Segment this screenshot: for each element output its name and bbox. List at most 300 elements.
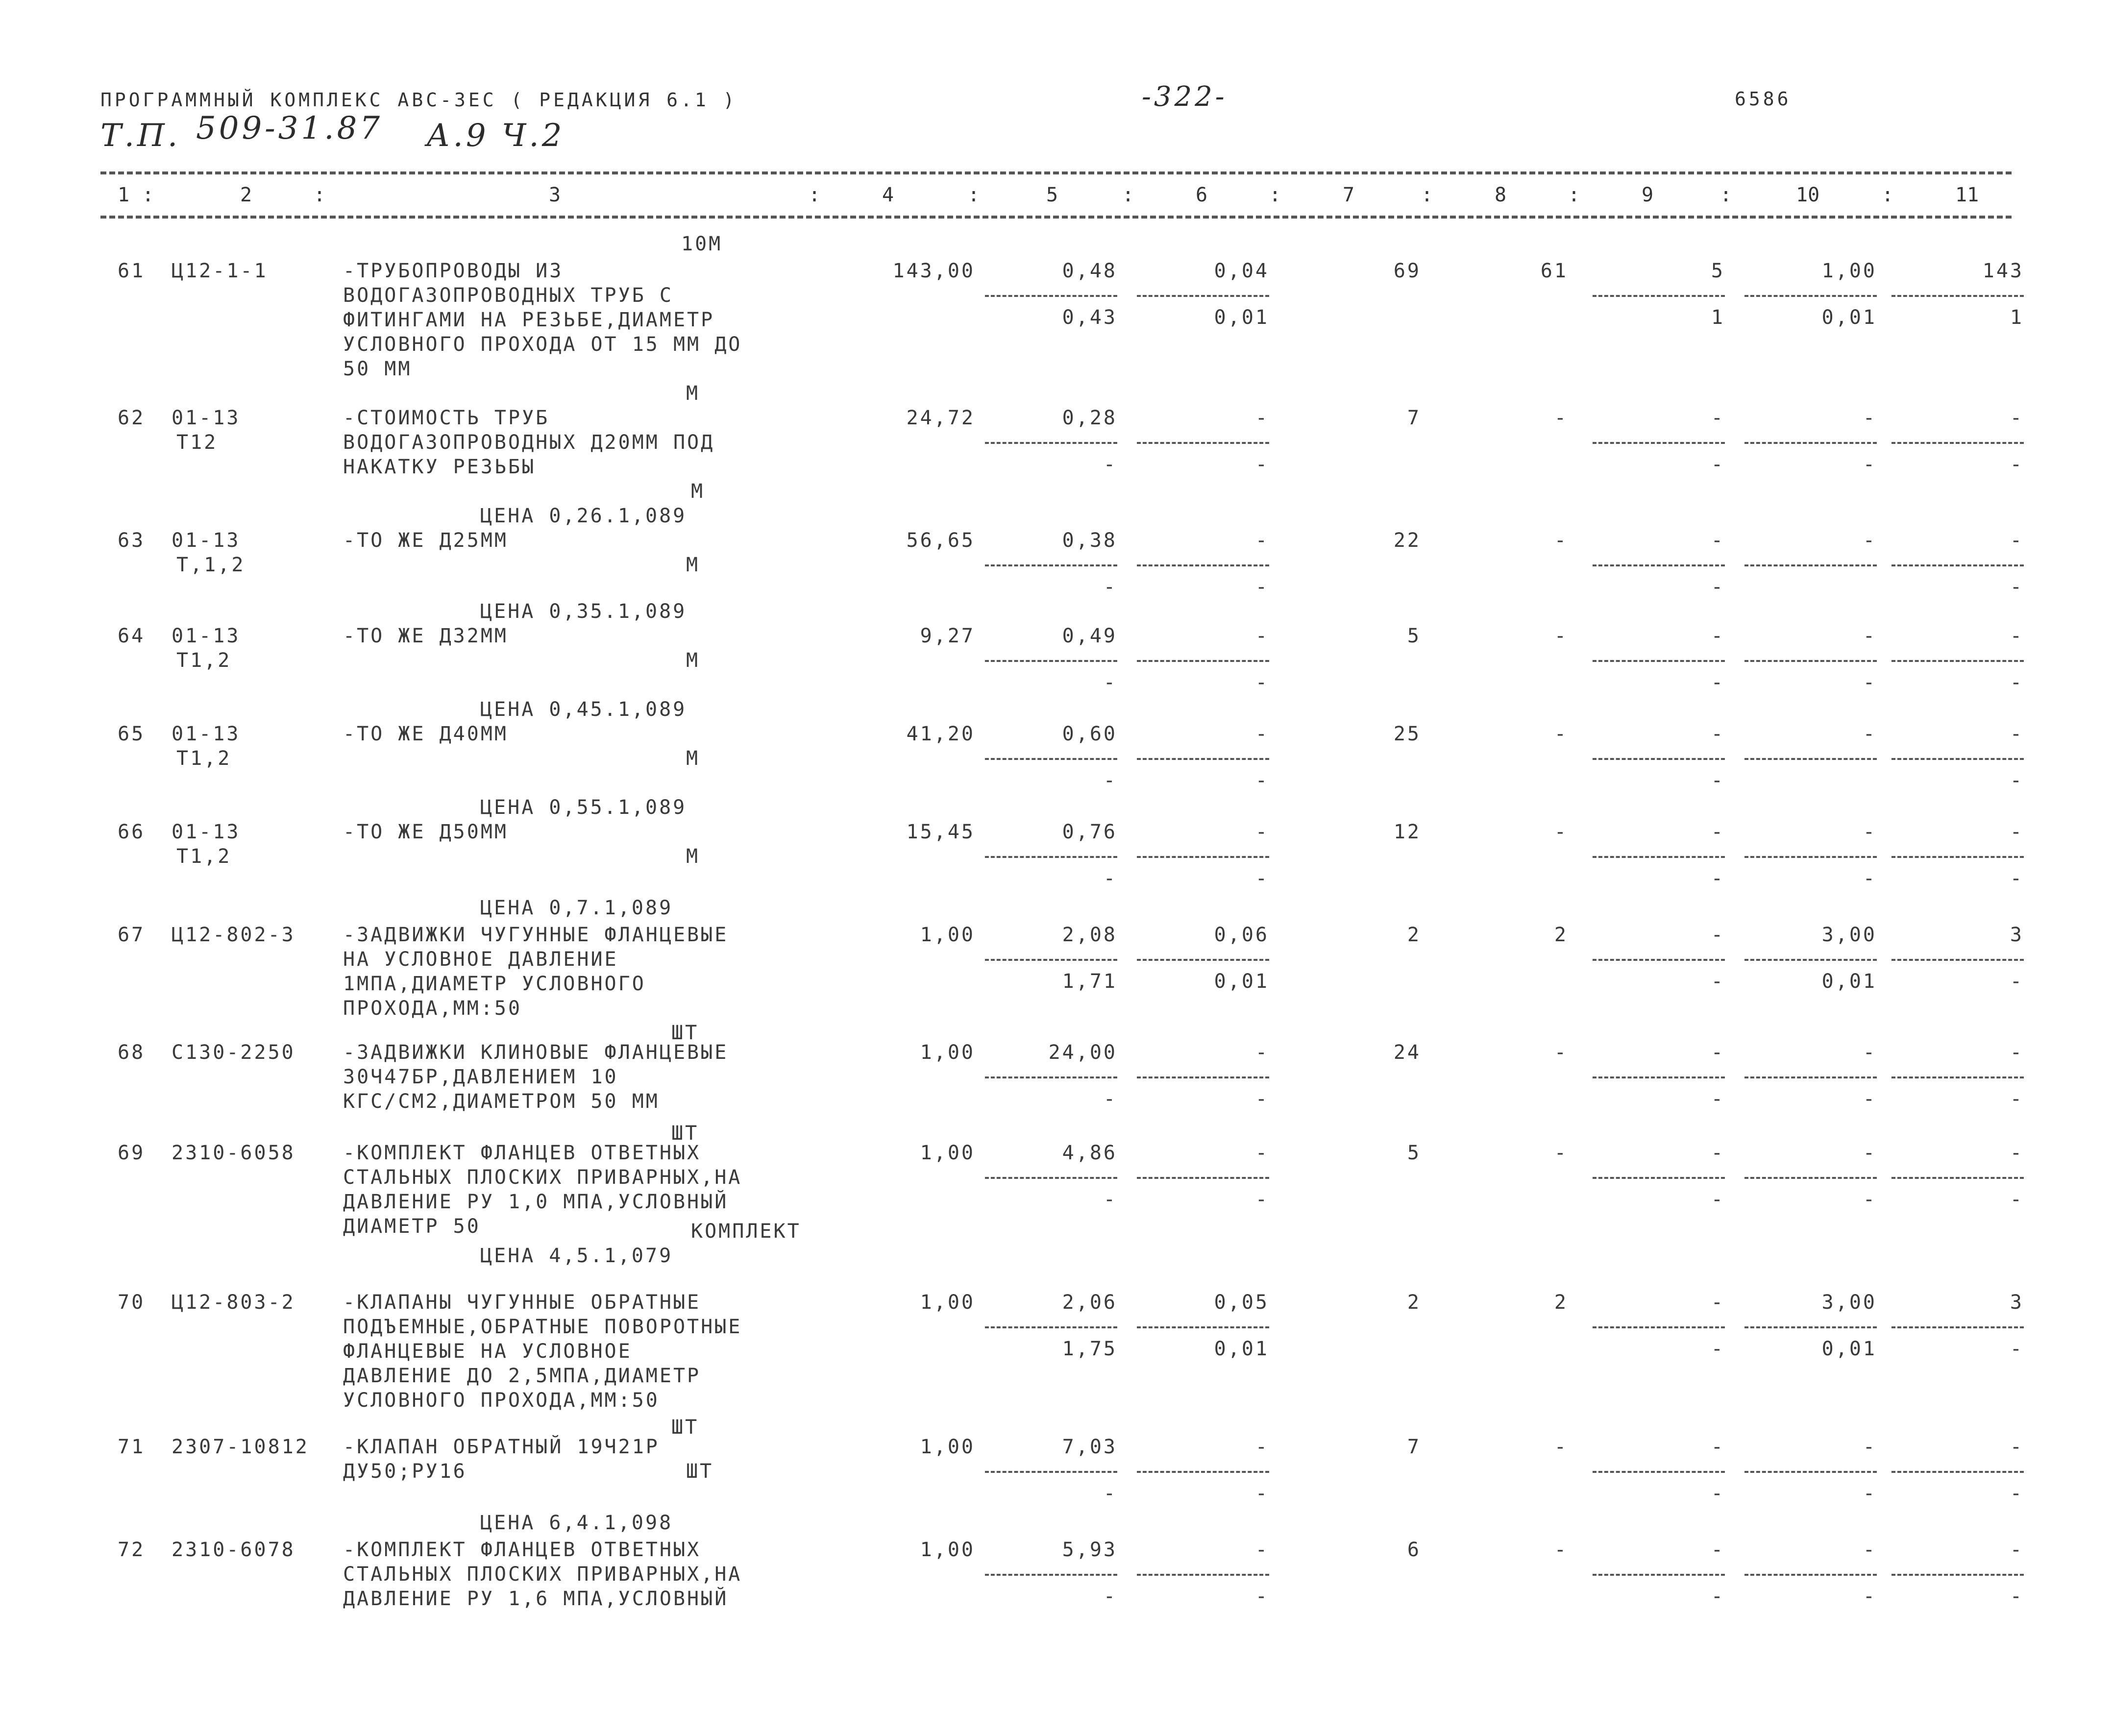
divider bbox=[1593, 959, 1725, 961]
unit-label: 10М bbox=[681, 233, 723, 255]
cost-machines: - bbox=[1255, 723, 1269, 745]
total-wages: 61 bbox=[1540, 260, 1568, 282]
column-header-8: 8 bbox=[1495, 184, 1507, 206]
row-number: 72 bbox=[118, 1539, 146, 1561]
cost-machines-wages: 0,01 bbox=[1214, 970, 1269, 993]
unit-label: КОМПЛЕКТ bbox=[691, 1220, 801, 1243]
labor-unit: 3,00 bbox=[1821, 1291, 1877, 1314]
description-line: ДАВЛЕНИЕ РУ 1,0 МПА,УСЛОВНЫЙ bbox=[343, 1191, 729, 1213]
labor-total: - bbox=[2010, 723, 2024, 745]
cost-machines-wages: - bbox=[1255, 1088, 1269, 1110]
labor-total: - bbox=[2010, 1041, 2024, 1064]
machine-wages-total: - bbox=[1711, 453, 1725, 476]
divider bbox=[1891, 959, 2024, 961]
description-line: ДУ50;РУ16 bbox=[343, 1460, 467, 1483]
description-line: УСЛОВНОГО ПРОХОДА ОТ 15 ММ ДО bbox=[343, 333, 742, 356]
quantity: 9,27 bbox=[920, 625, 975, 647]
row-code: 01-13 bbox=[172, 723, 241, 745]
machinist-labor-total: - bbox=[2010, 453, 2024, 476]
description-line: -КЛАПАН ОБРАТНЫЙ 19Ч21Р bbox=[343, 1436, 660, 1458]
divider bbox=[985, 1076, 1117, 1078]
divider bbox=[985, 660, 1117, 662]
quantity: 1,00 bbox=[920, 1142, 975, 1164]
column-header-3: 3 bbox=[549, 184, 561, 206]
quantity: 15,45 bbox=[906, 821, 975, 843]
machinist-labor-unit: - bbox=[1863, 1585, 1877, 1608]
row-code: Ц12-803-2 bbox=[172, 1291, 295, 1314]
divider bbox=[1593, 442, 1725, 444]
labor-total: - bbox=[2010, 529, 2024, 552]
divider bbox=[985, 1326, 1117, 1328]
divider bbox=[1593, 856, 1725, 858]
description-line: КГС/СМ2,ДИАМЕТРОМ 50 ММ bbox=[343, 1090, 660, 1113]
total-machines: - bbox=[1711, 1539, 1725, 1561]
machine-wages-total: - bbox=[1711, 1338, 1725, 1360]
divider bbox=[985, 1574, 1117, 1576]
divider bbox=[1593, 1574, 1725, 1576]
labor-unit: - bbox=[1863, 1142, 1877, 1164]
divider bbox=[1137, 856, 1269, 858]
cost-machines-wages: - bbox=[1255, 1188, 1269, 1211]
unit-label: М bbox=[686, 845, 700, 868]
price-note: ЦЕНА 4,5.1,079 bbox=[480, 1245, 673, 1267]
cost-total: 2,08 bbox=[1062, 924, 1117, 946]
divider bbox=[1593, 1076, 1725, 1078]
divider bbox=[985, 758, 1117, 760]
cost-wages: 0,43 bbox=[1062, 306, 1117, 329]
column-header-9: 9 bbox=[1642, 184, 1654, 206]
cost-total: 0,76 bbox=[1062, 821, 1117, 843]
row-number: 63 bbox=[118, 529, 146, 552]
description-line: ДИАМЕТР 50 bbox=[343, 1215, 481, 1238]
total-wages: - bbox=[1554, 625, 1568, 647]
total-wages: - bbox=[1554, 1436, 1568, 1458]
row-code: 2310-6058 bbox=[172, 1142, 295, 1164]
total-machines: - bbox=[1711, 1041, 1725, 1064]
total-wages: - bbox=[1554, 529, 1568, 552]
total-machines: - bbox=[1711, 625, 1725, 647]
divider bbox=[1137, 1177, 1269, 1179]
labor-total: - bbox=[2010, 407, 2024, 429]
machinist-labor-total: - bbox=[2010, 1088, 2024, 1110]
total-cost: 7 bbox=[1407, 407, 1421, 429]
divider bbox=[1891, 564, 2024, 566]
description-line: НА УСЛОВНОЕ ДАВЛЕНИЕ bbox=[343, 948, 618, 971]
cost-machines: - bbox=[1255, 407, 1269, 429]
total-wages: - bbox=[1554, 1142, 1568, 1164]
row-code: 2310-6078 bbox=[172, 1539, 295, 1561]
quantity: 41,20 bbox=[906, 723, 975, 745]
machinist-labor-unit: - bbox=[1863, 453, 1877, 476]
labor-total: 3 bbox=[2010, 1291, 2024, 1314]
labor-unit: - bbox=[1863, 529, 1877, 552]
divider bbox=[1744, 660, 1877, 662]
description-line: -ЗАДВИЖКИ ЧУГУННЫЕ ФЛАНЦЕВЫЕ bbox=[343, 924, 729, 946]
cost-machines: - bbox=[1255, 1142, 1269, 1164]
unit-label: М bbox=[686, 554, 700, 576]
program-title: ПРОГРАММНЫЙ КОМПЛЕКС АВС-3ЕС ( РЕДАКЦИЯ 6.1 ) bbox=[100, 89, 737, 111]
labor-unit: - bbox=[1863, 1539, 1877, 1561]
divider bbox=[1744, 1177, 1877, 1179]
description-line: 1МПА,ДИАМЕТР УСЛОВНОГО bbox=[343, 973, 646, 995]
machine-wages-total: - bbox=[1711, 1482, 1725, 1505]
cost-machines-wages: - bbox=[1255, 576, 1269, 598]
labor-unit: - bbox=[1863, 625, 1877, 647]
column-header-2: 2 bbox=[240, 184, 252, 206]
row-code: 01-13 bbox=[172, 625, 241, 647]
machinist-labor-total: - bbox=[2010, 1585, 2024, 1608]
machinist-labor-total: - bbox=[2010, 769, 2024, 792]
row-number: 66 bbox=[118, 821, 146, 843]
divider bbox=[1593, 564, 1725, 566]
total-machines: - bbox=[1711, 1291, 1725, 1314]
price-note: ЦЕНА 0,35.1,089 bbox=[480, 600, 687, 623]
cost-machines: - bbox=[1255, 821, 1269, 843]
column-header-4: 4 bbox=[882, 184, 894, 206]
description-line: ВОДОГАЗОПРОВОДНЫХ ТРУБ С bbox=[343, 284, 673, 307]
divider bbox=[1137, 660, 1269, 662]
column-header-10: 10 bbox=[1796, 184, 1820, 206]
total-wages: 2 bbox=[1554, 1291, 1568, 1314]
machinist-labor-total: - bbox=[2010, 970, 2024, 993]
divider bbox=[1593, 1471, 1725, 1473]
column-header-7: 7 bbox=[1343, 184, 1355, 206]
cost-wages: - bbox=[1103, 671, 1117, 694]
cost-machines-wages: - bbox=[1255, 453, 1269, 476]
cost-wages: - bbox=[1103, 453, 1117, 476]
quantity: 1,00 bbox=[920, 924, 975, 946]
handwritten-tp: Т.П. bbox=[100, 118, 181, 154]
machinist-labor-total: 1 bbox=[2010, 306, 2024, 329]
total-cost: 5 bbox=[1407, 625, 1421, 647]
divider bbox=[1891, 295, 2024, 297]
cost-machines: - bbox=[1255, 529, 1269, 552]
cost-machines-wages: - bbox=[1255, 1585, 1269, 1608]
machinist-labor-total: - bbox=[2010, 576, 2024, 598]
cost-wages: - bbox=[1103, 1088, 1117, 1110]
cost-machines-wages: - bbox=[1255, 1482, 1269, 1505]
page-number: -322- bbox=[1142, 81, 1228, 113]
labor-total: - bbox=[2010, 625, 2024, 647]
divider bbox=[985, 564, 1117, 566]
divider bbox=[1593, 295, 1725, 297]
divider bbox=[1744, 959, 1877, 961]
cost-machines-wages: 0,01 bbox=[1214, 1338, 1269, 1360]
divider bbox=[1891, 1471, 2024, 1473]
unit-label: ШТ bbox=[671, 1416, 699, 1439]
cost-total: 0,49 bbox=[1062, 625, 1117, 647]
divider bbox=[985, 1471, 1117, 1473]
divider bbox=[1891, 1177, 2024, 1179]
labor-total: - bbox=[2010, 821, 2024, 843]
divider bbox=[1593, 758, 1725, 760]
divider bbox=[1891, 660, 2024, 662]
row-number: 68 bbox=[118, 1041, 146, 1064]
divider bbox=[1891, 758, 2024, 760]
divider bbox=[1137, 959, 1269, 961]
divider bbox=[1137, 1471, 1269, 1473]
row-code-suffix: Т12 bbox=[176, 431, 218, 454]
machinist-labor-unit: - bbox=[1863, 1088, 1877, 1110]
divider bbox=[985, 295, 1117, 297]
divider bbox=[1891, 1574, 2024, 1576]
cost-machines: 0,04 bbox=[1214, 260, 1269, 282]
description-line: ВОДОГАЗОПРОВОДНЫХ Д20ММ ПОД bbox=[343, 431, 715, 454]
divider bbox=[1137, 1326, 1269, 1328]
price-note: ЦЕНА 0,26.1,089 bbox=[480, 505, 687, 527]
total-cost: 6 bbox=[1407, 1539, 1421, 1561]
total-machines: - bbox=[1711, 723, 1725, 745]
unit-label: М bbox=[686, 747, 700, 770]
description-line: ДАВЛЕНИЕ ДО 2,5МПА,ДИАМЕТР bbox=[343, 1365, 701, 1387]
divider bbox=[1891, 442, 2024, 444]
description-line: ПРОХОДА,ММ:50 bbox=[343, 997, 522, 1020]
description-line: -ЗАДВИЖКИ КЛИНОВЫЕ ФЛАНЦЕВЫЕ bbox=[343, 1041, 729, 1064]
machinist-labor-unit: - bbox=[1863, 867, 1877, 890]
machine-wages-total: - bbox=[1711, 1188, 1725, 1211]
column-header-11: 11 bbox=[1955, 184, 1979, 206]
machinist-labor-unit: 0,01 bbox=[1821, 970, 1877, 993]
description-line: ФИТИНГАМИ НА РЕЗЬБЕ,ДИАМЕТР bbox=[343, 309, 715, 331]
cost-machines: - bbox=[1255, 625, 1269, 647]
divider bbox=[1137, 1076, 1269, 1078]
divider bbox=[1744, 1076, 1877, 1078]
total-machines: - bbox=[1711, 529, 1725, 552]
description-line: -КЛАПАНЫ ЧУГУННЫЕ ОБРАТНЫЕ bbox=[343, 1291, 701, 1314]
handwritten-project-number: 509-31.87 bbox=[196, 110, 383, 147]
quantity: 1,00 bbox=[920, 1539, 975, 1561]
price-note: ЦЕНА 6,4.1,098 bbox=[480, 1512, 673, 1534]
row-number: 61 bbox=[118, 260, 146, 282]
total-machines: - bbox=[1711, 1436, 1725, 1458]
description-line: СТАЛЬНЫХ ПЛОСКИХ ПРИВАРНЫХ,НА bbox=[343, 1563, 742, 1586]
cost-machines-wages: 0,01 bbox=[1214, 306, 1269, 329]
price-note: ЦЕНА 0,55.1,089 bbox=[480, 796, 687, 819]
cost-machines: 0,05 bbox=[1214, 1291, 1269, 1314]
description-line: -ТО ЖЕ Д25ММ bbox=[343, 529, 508, 552]
description-line: -КОМПЛЕКТ ФЛАНЦЕВ ОТВЕТНЫХ bbox=[343, 1539, 701, 1561]
cost-total: 2,06 bbox=[1062, 1291, 1117, 1314]
machinist-labor-unit: - bbox=[1863, 1188, 1877, 1211]
cost-machines-wages: - bbox=[1255, 769, 1269, 792]
cost-wages: - bbox=[1103, 1188, 1117, 1211]
machine-wages-total: - bbox=[1711, 769, 1725, 792]
cost-total: 5,93 bbox=[1062, 1539, 1117, 1561]
description-line: ФЛАНЦЕВЫЕ НА УСЛОВНОЕ bbox=[343, 1340, 632, 1363]
cost-machines: - bbox=[1255, 1436, 1269, 1458]
unit-label: М bbox=[686, 649, 700, 672]
row-code: С130-2250 bbox=[172, 1041, 295, 1064]
cost-machines-wages: - bbox=[1255, 671, 1269, 694]
machine-wages-total: - bbox=[1711, 1088, 1725, 1110]
description-line: -ТО ЖЕ Д40ММ bbox=[343, 723, 508, 745]
total-cost: 2 bbox=[1407, 1291, 1421, 1314]
row-number: 71 bbox=[118, 1436, 146, 1458]
column-header-5: 5 bbox=[1046, 184, 1058, 206]
cost-total: 0,38 bbox=[1062, 529, 1117, 552]
row-code-suffix: Т1,2 bbox=[176, 747, 232, 770]
description-line: ПОДЪЕМНЫЕ,ОБРАТНЫЕ ПОВОРОТНЫЕ bbox=[343, 1316, 742, 1338]
divider bbox=[1744, 1326, 1877, 1328]
divider bbox=[1593, 1326, 1725, 1328]
total-machines: - bbox=[1711, 821, 1725, 843]
total-wages: - bbox=[1554, 407, 1568, 429]
divider bbox=[1744, 1574, 1877, 1576]
machine-wages-total: 1 bbox=[1711, 306, 1725, 329]
description-line: 50 ММ bbox=[343, 358, 412, 380]
description-line: -ТРУБОПРОВОДЫ ИЗ bbox=[343, 260, 564, 282]
machine-wages-total: - bbox=[1711, 867, 1725, 890]
labor-unit: - bbox=[1863, 723, 1877, 745]
cost-wages: - bbox=[1103, 867, 1117, 890]
row-code: 01-13 bbox=[172, 407, 241, 429]
cost-wages: 1,75 bbox=[1062, 1338, 1117, 1360]
cost-wages: - bbox=[1103, 1585, 1117, 1608]
machinist-labor-unit: - bbox=[1863, 1482, 1877, 1505]
divider bbox=[985, 1177, 1117, 1179]
row-code: 2307-10812 bbox=[172, 1436, 309, 1458]
divider bbox=[1891, 856, 2024, 858]
description-line: УСЛОВНОГО ПРОХОДА,ММ:50 bbox=[343, 1389, 660, 1412]
divider bbox=[1744, 442, 1877, 444]
labor-unit: - bbox=[1863, 1436, 1877, 1458]
total-machines: - bbox=[1711, 924, 1725, 946]
divider bbox=[1891, 1076, 2024, 1078]
row-code: 01-13 bbox=[172, 529, 241, 552]
labor-unit: - bbox=[1863, 1041, 1877, 1064]
row-number: 69 bbox=[118, 1142, 146, 1164]
unit-label: ШТ bbox=[671, 1022, 699, 1044]
header-top-rule bbox=[100, 171, 2012, 174]
cost-wages: - bbox=[1103, 1482, 1117, 1505]
row-number: 67 bbox=[118, 924, 146, 946]
row-number: 70 bbox=[118, 1291, 146, 1314]
divider bbox=[985, 959, 1117, 961]
quantity: 1,00 bbox=[920, 1291, 975, 1314]
cost-machines-wages: - bbox=[1255, 867, 1269, 890]
machinist-labor-total: - bbox=[2010, 1338, 2024, 1360]
cost-wages: - bbox=[1103, 769, 1117, 792]
divider bbox=[1137, 758, 1269, 760]
divider bbox=[1137, 442, 1269, 444]
divider bbox=[1744, 856, 1877, 858]
machinist-labor-total: - bbox=[2010, 671, 2024, 694]
document-code: 6586 bbox=[1735, 88, 1792, 110]
description-line: НАКАТКУ РЕЗЬБЫ bbox=[343, 456, 536, 478]
labor-unit: 3,00 bbox=[1821, 924, 1877, 946]
unit-label: ШТ bbox=[686, 1460, 714, 1483]
labor-total: 3 bbox=[2010, 924, 2024, 946]
total-cost: 7 bbox=[1407, 1436, 1421, 1458]
labor-total: - bbox=[2010, 1436, 2024, 1458]
labor-total: 143 bbox=[1982, 260, 2024, 282]
description-line: ДАВЛЕНИЕ РУ 1,6 МПА,УСЛОВНЫЙ bbox=[343, 1588, 729, 1610]
description-line: -КОМПЛЕКТ ФЛАНЦЕВ ОТВЕТНЫХ bbox=[343, 1142, 701, 1164]
cost-wages: - bbox=[1103, 576, 1117, 598]
row-number: 62 bbox=[118, 407, 146, 429]
machine-wages-total: - bbox=[1711, 970, 1725, 993]
cost-total: 0,48 bbox=[1062, 260, 1117, 282]
row-code: Ц12-802-3 bbox=[172, 924, 295, 946]
description-line: 30Ч47БР,ДАВЛЕНИЕМ 10 bbox=[343, 1066, 618, 1088]
total-cost: 69 bbox=[1393, 260, 1421, 282]
total-wages: 2 bbox=[1554, 924, 1568, 946]
machinist-labor-total: - bbox=[2010, 867, 2024, 890]
description-line: СТАЛЬНЫХ ПЛОСКИХ ПРИВАРНЫХ,НА bbox=[343, 1166, 742, 1189]
machinist-labor-total: - bbox=[2010, 1188, 2024, 1211]
total-wages: - bbox=[1554, 723, 1568, 745]
machinist-labor-total: - bbox=[2010, 1482, 2024, 1505]
machinist-labor-unit: - bbox=[1863, 671, 1877, 694]
labor-unit: - bbox=[1863, 407, 1877, 429]
labor-unit: 1,00 bbox=[1821, 260, 1877, 282]
divider bbox=[1744, 1471, 1877, 1473]
total-cost: 2 bbox=[1407, 924, 1421, 946]
machine-wages-total: - bbox=[1711, 671, 1725, 694]
cost-machines: - bbox=[1255, 1041, 1269, 1064]
quantity: 24,72 bbox=[906, 407, 975, 429]
price-note: ЦЕНА 0,45.1,089 bbox=[480, 698, 687, 721]
unit-label: М bbox=[691, 480, 705, 503]
total-wages: - bbox=[1554, 1041, 1568, 1064]
divider bbox=[1137, 295, 1269, 297]
unit-label: ШТ bbox=[671, 1122, 699, 1145]
column-header-1: 1 bbox=[118, 184, 130, 206]
cost-total: 7,03 bbox=[1062, 1436, 1117, 1458]
quantity: 1,00 bbox=[920, 1436, 975, 1458]
total-machines: - bbox=[1711, 407, 1725, 429]
quantity: 1,00 bbox=[920, 1041, 975, 1064]
labor-total: - bbox=[2010, 1539, 2024, 1561]
machinist-labor-unit: 0,01 bbox=[1821, 306, 1877, 329]
machine-wages-total: - bbox=[1711, 1585, 1725, 1608]
cost-total: 24,00 bbox=[1048, 1041, 1117, 1064]
price-note: ЦЕНА 0,7.1,089 bbox=[480, 897, 673, 919]
total-cost: 12 bbox=[1393, 821, 1421, 843]
row-code: 01-13 bbox=[172, 821, 241, 843]
divider bbox=[1593, 1177, 1725, 1179]
divider bbox=[1744, 295, 1877, 297]
row-code-suffix: Т,1,2 bbox=[176, 554, 246, 576]
total-cost: 25 bbox=[1393, 723, 1421, 745]
quantity: 56,65 bbox=[906, 529, 975, 552]
divider bbox=[985, 442, 1117, 444]
total-wages: - bbox=[1554, 1539, 1568, 1561]
cost-total: 0,28 bbox=[1062, 407, 1117, 429]
labor-total: - bbox=[2010, 1142, 2024, 1164]
cost-machines: 0,06 bbox=[1214, 924, 1269, 946]
machinist-labor-unit: 0,01 bbox=[1821, 1338, 1877, 1360]
row-code: Ц12-1-1 bbox=[172, 260, 268, 282]
total-cost: 24 bbox=[1393, 1041, 1421, 1064]
divider bbox=[1593, 660, 1725, 662]
row-number: 64 bbox=[118, 625, 146, 647]
divider bbox=[1744, 564, 1877, 566]
cost-total: 4,86 bbox=[1062, 1142, 1117, 1164]
cost-wages: 1,71 bbox=[1062, 970, 1117, 993]
row-number: 65 bbox=[118, 723, 146, 745]
description-line: -ТО ЖЕ Д32ММ bbox=[343, 625, 508, 647]
labor-unit: - bbox=[1863, 821, 1877, 843]
description-line: -СТОИМОСТЬ ТРУБ bbox=[343, 407, 550, 429]
header-bottom-rule bbox=[100, 216, 2012, 219]
quantity: 143,00 bbox=[892, 260, 975, 282]
machine-wages-total: - bbox=[1711, 576, 1725, 598]
row-code-suffix: Т1,2 bbox=[176, 649, 232, 672]
divider bbox=[1137, 1574, 1269, 1576]
total-machines: 5 bbox=[1711, 260, 1725, 282]
total-machines: - bbox=[1711, 1142, 1725, 1164]
